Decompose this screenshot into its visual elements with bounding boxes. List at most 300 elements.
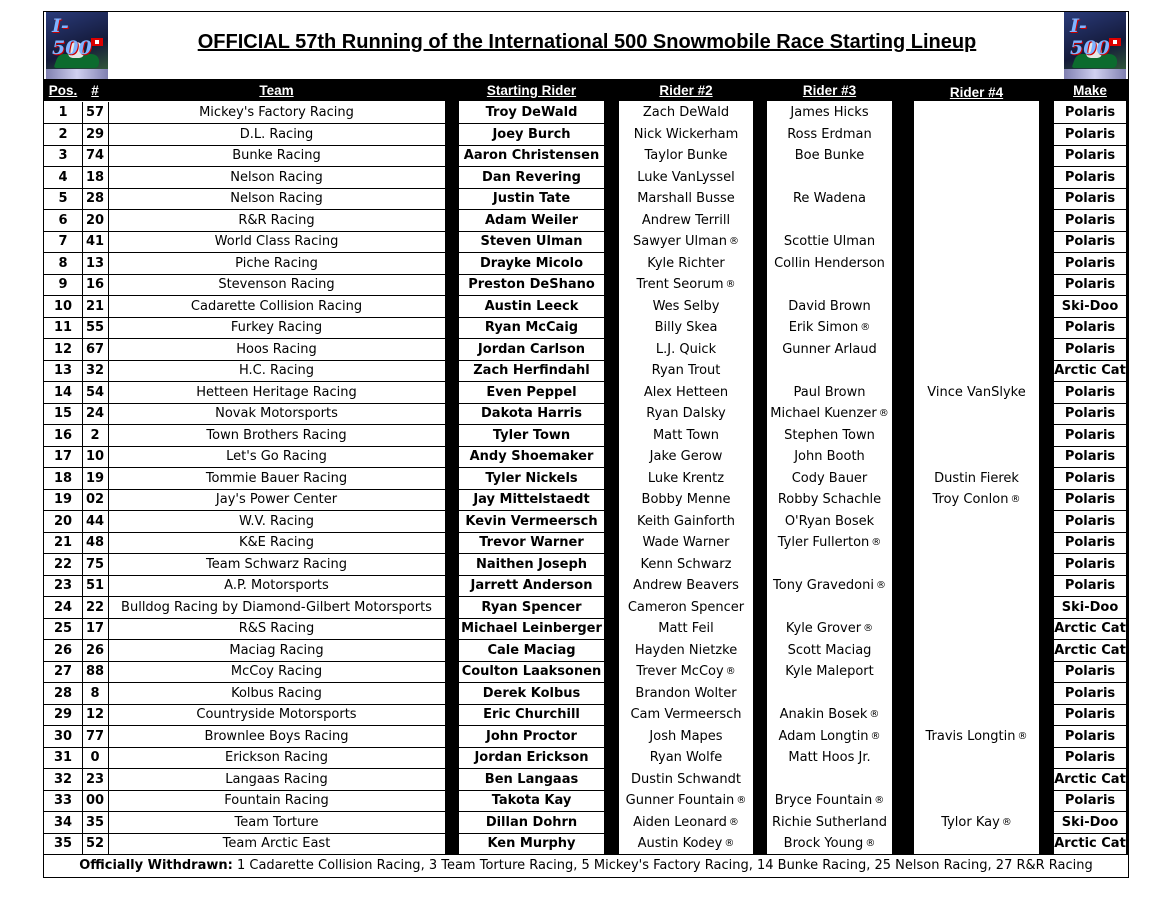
cell-make — [1054, 683, 1126, 705]
cell-starting-rider-text: Ben Langaas — [484, 771, 579, 787]
cell-pos — [44, 661, 82, 683]
cell-number-text: 8 — [90, 685, 100, 701]
cell-make-text: Arctic Cat — [1054, 836, 1126, 851]
cell-rider-2-text: Taylor Bunke — [644, 148, 728, 163]
cell-number-text: 22 — [85, 599, 105, 615]
cell-rider-2-text: Cam Vermeersch — [630, 707, 742, 722]
cell-rider-3 — [767, 597, 892, 619]
cell-number — [82, 468, 108, 490]
column-divider — [108, 403, 109, 425]
cell-rider-2 — [619, 253, 753, 275]
cell-starting-rider — [459, 704, 604, 726]
cell-team-text: Maciag Racing — [229, 642, 324, 658]
column-divider — [108, 468, 109, 490]
cell-rider-3-text: Stephen Town — [784, 427, 875, 443]
cell-rider-3 — [767, 640, 892, 662]
column-separator-2 — [604, 101, 619, 854]
cell-number-text: 10 — [85, 449, 105, 464]
cell-rider-3 — [767, 833, 892, 855]
cell-rider-3-text: John Booth — [794, 449, 865, 464]
cell-rider-2-text: Andrew Beavers — [633, 578, 739, 593]
cell-starting-rider-text: Cale Maciag — [487, 642, 576, 658]
cell-number — [82, 769, 108, 791]
cell-team-text: Countryside Motorsports — [196, 707, 357, 722]
cell-pos-text: 1 — [58, 105, 68, 120]
column-separator-1 — [445, 101, 459, 854]
page-title: OFFICIAL 57th Running of the International 500 Snowmobile Race Starting Lineup — [197, 31, 977, 53]
cell-team-text: Bunke Racing — [232, 148, 321, 163]
cell-rider-3 — [767, 489, 892, 511]
cell-rider-3 — [767, 102, 892, 124]
cell-number — [82, 231, 108, 253]
cell-rider-3-text: Ross Erdman — [787, 126, 872, 142]
cell-pos-text: 28 — [53, 685, 73, 701]
cell-starting-rider-text: Dakota Harris — [481, 406, 582, 421]
column-divider — [108, 532, 109, 554]
cell-make — [1054, 511, 1126, 533]
cell-starting-rider-text: Aaron Christensen — [463, 148, 600, 163]
column-divider — [82, 511, 83, 533]
cell-pos-text: 14 — [53, 384, 73, 400]
cell-number — [82, 511, 108, 533]
cell-team-text: Nelson Racing — [230, 191, 323, 206]
rookie-mark-icon: ® — [878, 408, 889, 419]
column-divider — [108, 425, 109, 447]
cell-make — [1054, 661, 1126, 683]
cell-team — [108, 468, 445, 490]
rookie-mark-icon: ® — [860, 322, 871, 333]
cell-number — [82, 683, 108, 705]
cell-make — [1054, 489, 1126, 511]
cell-make-text: Arctic Cat — [1054, 642, 1126, 658]
column-divider — [108, 382, 109, 404]
cell-rider-4 — [914, 597, 1039, 619]
cell-rider-2 — [619, 446, 753, 468]
cell-team — [108, 575, 445, 597]
cell-pos-text: 32 — [53, 771, 73, 787]
cell-rider-3-text: James Hicks — [790, 105, 869, 120]
cell-rider-4-text: Dustin Fierek — [934, 470, 1019, 486]
cell-pos — [44, 274, 82, 296]
rookie-mark-icon: ® — [863, 623, 874, 634]
cell-rider-4 — [914, 747, 1039, 769]
cell-make-text: Polaris — [1064, 255, 1116, 271]
cell-make — [1054, 468, 1126, 490]
cell-team-text: Jay's Power Center — [215, 492, 338, 507]
cell-starting-rider — [459, 812, 604, 834]
cell-rider-2-text: Ryan Dalsky — [646, 406, 726, 421]
header-pos: Pos. — [48, 83, 78, 98]
cell-rider-4 — [914, 167, 1039, 189]
cell-make-text: Polaris — [1064, 728, 1116, 744]
cell-rider-4 — [914, 210, 1039, 232]
cell-number — [82, 360, 108, 382]
column-divider — [82, 210, 83, 232]
cell-team-text: Bulldog Racing by Diamond-Gilbert Motorsports — [121, 599, 432, 615]
cell-make — [1054, 339, 1126, 361]
cell-rider-3 — [767, 210, 892, 232]
column-separator-4 — [892, 101, 914, 854]
cell-make-text: Polaris — [1064, 234, 1116, 249]
cell-make — [1054, 145, 1126, 167]
cell-rider-2 — [619, 382, 753, 404]
cell-rider-2 — [619, 661, 753, 683]
cell-number — [82, 704, 108, 726]
cell-starting-rider — [459, 145, 604, 167]
cell-team-text: A.P. Motorsports — [224, 578, 329, 593]
cell-starting-rider — [459, 790, 604, 812]
rookie-mark-icon: ® — [725, 279, 736, 290]
cell-make-text: Polaris — [1064, 169, 1116, 185]
cell-team — [108, 661, 445, 683]
cell-pos — [44, 511, 82, 533]
cell-rider-4 — [914, 382, 1039, 404]
cell-team-text: Novak Motorsports — [215, 406, 338, 421]
cell-make-text: Polaris — [1064, 212, 1116, 228]
cell-pos — [44, 425, 82, 447]
cell-team — [108, 210, 445, 232]
cell-rider-4-text: Vince VanSlyke — [927, 384, 1026, 400]
cell-rider-2 — [619, 425, 753, 447]
cell-starting-rider — [459, 446, 604, 468]
cell-pos — [44, 683, 82, 705]
cell-rider-2-text: Aiden Leonard — [633, 814, 727, 830]
cell-starting-rider-text: Takota Kay — [491, 793, 572, 808]
cell-rider-2-text: Luke Krentz — [647, 470, 725, 486]
cell-starting-rider — [459, 683, 604, 705]
column-divider — [108, 812, 109, 834]
cell-number — [82, 446, 108, 468]
cell-team-text: Team Torture — [234, 814, 319, 830]
cell-pos — [44, 726, 82, 748]
cell-number-text: 57 — [85, 105, 105, 120]
cell-number — [82, 124, 108, 146]
cell-rider-3 — [767, 618, 892, 640]
cell-starting-rider — [459, 532, 604, 554]
rookie-mark-icon: ® — [725, 666, 736, 677]
cell-pos — [44, 769, 82, 791]
cell-starting-rider — [459, 210, 604, 232]
cell-number-text: 41 — [85, 234, 105, 249]
cell-rider-4 — [914, 468, 1039, 490]
cell-number — [82, 575, 108, 597]
cell-team-text: D.L. Racing — [239, 126, 314, 142]
cell-rider-2-text: Gunner Fountain — [625, 793, 735, 808]
cell-rider-2 — [619, 296, 753, 318]
cell-make-text: Polaris — [1064, 449, 1116, 464]
cell-pos-text: 12 — [53, 341, 73, 357]
column-divider — [108, 683, 109, 705]
cell-starting-rider — [459, 188, 604, 210]
column-divider — [82, 683, 83, 705]
cell-rider-4 — [914, 188, 1039, 210]
cell-number-text: 44 — [85, 513, 105, 529]
cell-number-text: 12 — [85, 707, 105, 722]
column-divider — [108, 747, 109, 769]
cell-number — [82, 532, 108, 554]
cell-rider-4 — [914, 446, 1039, 468]
cell-starting-rider — [459, 102, 604, 124]
column-divider — [82, 296, 83, 318]
cell-make-text: Ski-Doo — [1061, 298, 1119, 314]
cell-rider-2-text: Nick Wickerham — [633, 126, 739, 142]
cell-rider-2 — [619, 188, 753, 210]
cell-pos-text: 25 — [53, 621, 73, 636]
cell-team — [108, 339, 445, 361]
cell-starting-rider-text: Troy DeWald — [485, 105, 578, 120]
cell-team — [108, 274, 445, 296]
cell-rider-3-text: Brock Young — [783, 836, 864, 851]
cell-make-text: Polaris — [1064, 191, 1116, 206]
cell-rider-2-text: Austin Kodey — [637, 836, 723, 851]
cell-rider-2-text: Ryan Wolfe — [649, 750, 723, 765]
cell-pos — [44, 296, 82, 318]
cell-number-text: 51 — [85, 578, 105, 593]
cell-starting-rider — [459, 231, 604, 253]
cell-starting-rider — [459, 167, 604, 189]
cell-rider-4 — [914, 317, 1039, 339]
cell-starting-rider — [459, 575, 604, 597]
cell-rider-2-text: Kenn Schwarz — [640, 556, 732, 572]
cell-number-text: 54 — [85, 384, 105, 400]
cell-make-text: Arctic Cat — [1054, 363, 1126, 378]
cell-starting-rider — [459, 640, 604, 662]
cell-number — [82, 489, 108, 511]
cell-starting-rider-text: Naithen Joseph — [475, 556, 588, 572]
cell-make — [1054, 124, 1126, 146]
cell-team — [108, 704, 445, 726]
column-divider — [82, 317, 83, 339]
cell-number-text: 13 — [85, 255, 105, 271]
cell-team — [108, 640, 445, 662]
cell-number — [82, 210, 108, 232]
cell-rider-4 — [914, 704, 1039, 726]
cell-rider-2-text: Zach DeWald — [642, 105, 730, 120]
column-divider — [82, 102, 83, 124]
cell-make — [1054, 210, 1126, 232]
cell-rider-4 — [914, 554, 1039, 576]
column-divider — [82, 274, 83, 296]
cell-team — [108, 425, 445, 447]
column-divider — [82, 446, 83, 468]
column-divider — [82, 769, 83, 791]
cell-rider-2 — [619, 597, 753, 619]
cell-rider-4 — [914, 145, 1039, 167]
cell-rider-4 — [914, 511, 1039, 533]
cell-team-text: R&R Racing — [238, 212, 315, 228]
column-divider — [82, 489, 83, 511]
cell-rider-4 — [914, 532, 1039, 554]
cell-rider-3 — [767, 532, 892, 554]
cell-rider-2-text: Andrew Terrill — [641, 212, 731, 228]
column-divider — [108, 339, 109, 361]
column-divider — [82, 468, 83, 490]
cell-pos-text: 16 — [53, 427, 73, 443]
column-divider — [82, 425, 83, 447]
cell-number — [82, 317, 108, 339]
cell-number — [82, 274, 108, 296]
cell-starting-rider-text: Michael Leinberger — [461, 621, 602, 636]
cell-rider-3-text: Collin Henderson — [774, 255, 885, 271]
cell-make — [1054, 575, 1126, 597]
cell-rider-3-text: Tyler Fullerton — [777, 535, 870, 550]
cell-pos-text: 20 — [53, 513, 73, 529]
cell-rider-2 — [619, 167, 753, 189]
cell-starting-rider-text: Ryan McCaig — [484, 320, 579, 335]
cell-starting-rider — [459, 769, 604, 791]
i500-logo-right: I-500 — [1064, 12, 1126, 79]
cell-starting-rider — [459, 468, 604, 490]
cell-starting-rider-text: Jordan Carlson — [477, 341, 586, 357]
column-divider — [108, 597, 109, 619]
cell-team-text: World Class Racing — [214, 234, 339, 249]
cell-number-text: 17 — [85, 621, 105, 636]
header-rider-4: Rider #4 — [949, 85, 1004, 100]
cell-starting-rider — [459, 360, 604, 382]
cell-make-text: Polaris — [1064, 513, 1116, 529]
column-divider — [108, 167, 109, 189]
cell-make-text: Polaris — [1064, 470, 1116, 486]
cell-rider-4 — [914, 124, 1039, 146]
cell-team — [108, 145, 445, 167]
cell-make-text: Arctic Cat — [1054, 771, 1126, 787]
cell-rider-2 — [619, 360, 753, 382]
cell-number-text: 2 — [90, 427, 100, 443]
column-divider — [108, 769, 109, 791]
cell-team — [108, 296, 445, 318]
cell-pos-text: 17 — [53, 449, 73, 464]
cell-rider-2 — [619, 532, 753, 554]
cell-team-text: Cadarette Collision Racing — [190, 298, 363, 314]
cell-team-text: Stevenson Racing — [218, 277, 335, 292]
cell-pos-text: 2 — [58, 126, 68, 142]
cell-team — [108, 812, 445, 834]
cell-rider-3 — [767, 812, 892, 834]
cell-rider-2-text: Wade Warner — [642, 535, 730, 550]
cell-make — [1054, 403, 1126, 425]
cell-rider-3 — [767, 339, 892, 361]
cell-make-text: Polaris — [1064, 556, 1116, 572]
column-divider — [108, 253, 109, 275]
cell-rider-2-text: Dustin Schwandt — [631, 771, 741, 787]
cell-number-text: 23 — [85, 771, 105, 787]
cell-pos-text: 35 — [53, 836, 73, 851]
cell-pos — [44, 317, 82, 339]
cell-starting-rider-text: Dan Revering — [482, 169, 581, 185]
cell-pos — [44, 188, 82, 210]
rookie-mark-icon: ® — [729, 236, 739, 247]
cell-number — [82, 167, 108, 189]
column-divider — [108, 124, 109, 146]
cell-rider-2-text: Kyle Richter — [647, 255, 725, 271]
cell-starting-rider-text: Eric Churchill — [483, 707, 580, 722]
cell-team — [108, 403, 445, 425]
column-divider — [108, 210, 109, 232]
cell-starting-rider — [459, 253, 604, 275]
cell-team — [108, 511, 445, 533]
cell-make-text: Arctic Cat — [1054, 621, 1126, 636]
cell-rider-3-text: Gunner Arlaud — [782, 341, 877, 357]
cell-rider-2 — [619, 554, 753, 576]
cell-pos-text: 3 — [58, 148, 68, 163]
cell-team — [108, 833, 445, 855]
cell-pos — [44, 403, 82, 425]
cell-rider-3-text: Matt Hoos Jr. — [788, 750, 871, 765]
cell-team — [108, 360, 445, 382]
cell-team — [108, 382, 445, 404]
cell-rider-3-text: Kyle Grover — [785, 621, 862, 636]
column-divider — [108, 360, 109, 382]
column-divider — [82, 554, 83, 576]
cell-starting-rider-text: Jarrett Anderson — [470, 578, 593, 593]
cell-make-text: Polaris — [1064, 664, 1116, 679]
cell-number-text: 24 — [85, 406, 105, 421]
cell-rider-4 — [914, 812, 1039, 834]
cell-number — [82, 747, 108, 769]
cell-pos-text: 5 — [58, 191, 68, 206]
cell-starting-rider — [459, 317, 604, 339]
cell-rider-3 — [767, 360, 892, 382]
column-divider — [108, 188, 109, 210]
column-divider — [82, 339, 83, 361]
cell-rider-3 — [767, 554, 892, 576]
cell-make — [1054, 446, 1126, 468]
cell-starting-rider — [459, 124, 604, 146]
cell-pos-text: 23 — [53, 578, 73, 593]
cell-starting-rider — [459, 403, 604, 425]
cell-team-text: McCoy Racing — [230, 664, 323, 679]
cell-rider-3 — [767, 317, 892, 339]
cell-number — [82, 833, 108, 855]
cell-make — [1054, 790, 1126, 812]
cell-rider-2 — [619, 833, 753, 855]
cell-make — [1054, 188, 1126, 210]
cell-pos-text: 8 — [58, 255, 68, 271]
cell-make-text: Polaris — [1064, 492, 1116, 507]
column-divider — [82, 597, 83, 619]
cell-rider-2 — [619, 317, 753, 339]
column-divider — [82, 618, 83, 640]
column-divider — [82, 145, 83, 167]
cell-make — [1054, 597, 1126, 619]
cell-make-text: Polaris — [1064, 707, 1116, 722]
cell-number-text: 88 — [85, 664, 105, 679]
column-divider — [108, 231, 109, 253]
cell-rider-3-text: Anakin Bosek — [779, 707, 868, 722]
cell-pos — [44, 446, 82, 468]
cell-pos-text: 33 — [53, 793, 73, 808]
lineup-sheet — [43, 11, 1129, 878]
cell-rider-3 — [767, 726, 892, 748]
cell-make-text: Polaris — [1064, 320, 1116, 335]
cell-pos-text: 26 — [53, 642, 73, 658]
cell-pos — [44, 102, 82, 124]
withdrawn-text: 1 Cadarette Collision Racing, 3 Team Torture Racing, 5 Mickey's Factory Racing, 14 Bunke Racing, 25 Nelson Racing, 27 R&R Racing — [232, 858, 1093, 873]
cell-team-text: Furkey Racing — [230, 320, 323, 335]
cell-starting-rider-text: Even Peppel — [486, 384, 577, 400]
cell-rider-4 — [914, 339, 1039, 361]
cell-team — [108, 683, 445, 705]
cell-team-text: K&E Racing — [239, 535, 314, 550]
cell-rider-2 — [619, 274, 753, 296]
cell-rider-2-text: Hayden Nietzke — [634, 642, 738, 658]
cell-rider-3 — [767, 769, 892, 791]
cell-rider-3-text: Re Wadena — [792, 191, 867, 206]
cell-team — [108, 253, 445, 275]
cell-starting-rider — [459, 296, 604, 318]
cell-starting-rider-text: Andy Shoemaker — [469, 449, 594, 464]
cell-starting-rider — [459, 726, 604, 748]
